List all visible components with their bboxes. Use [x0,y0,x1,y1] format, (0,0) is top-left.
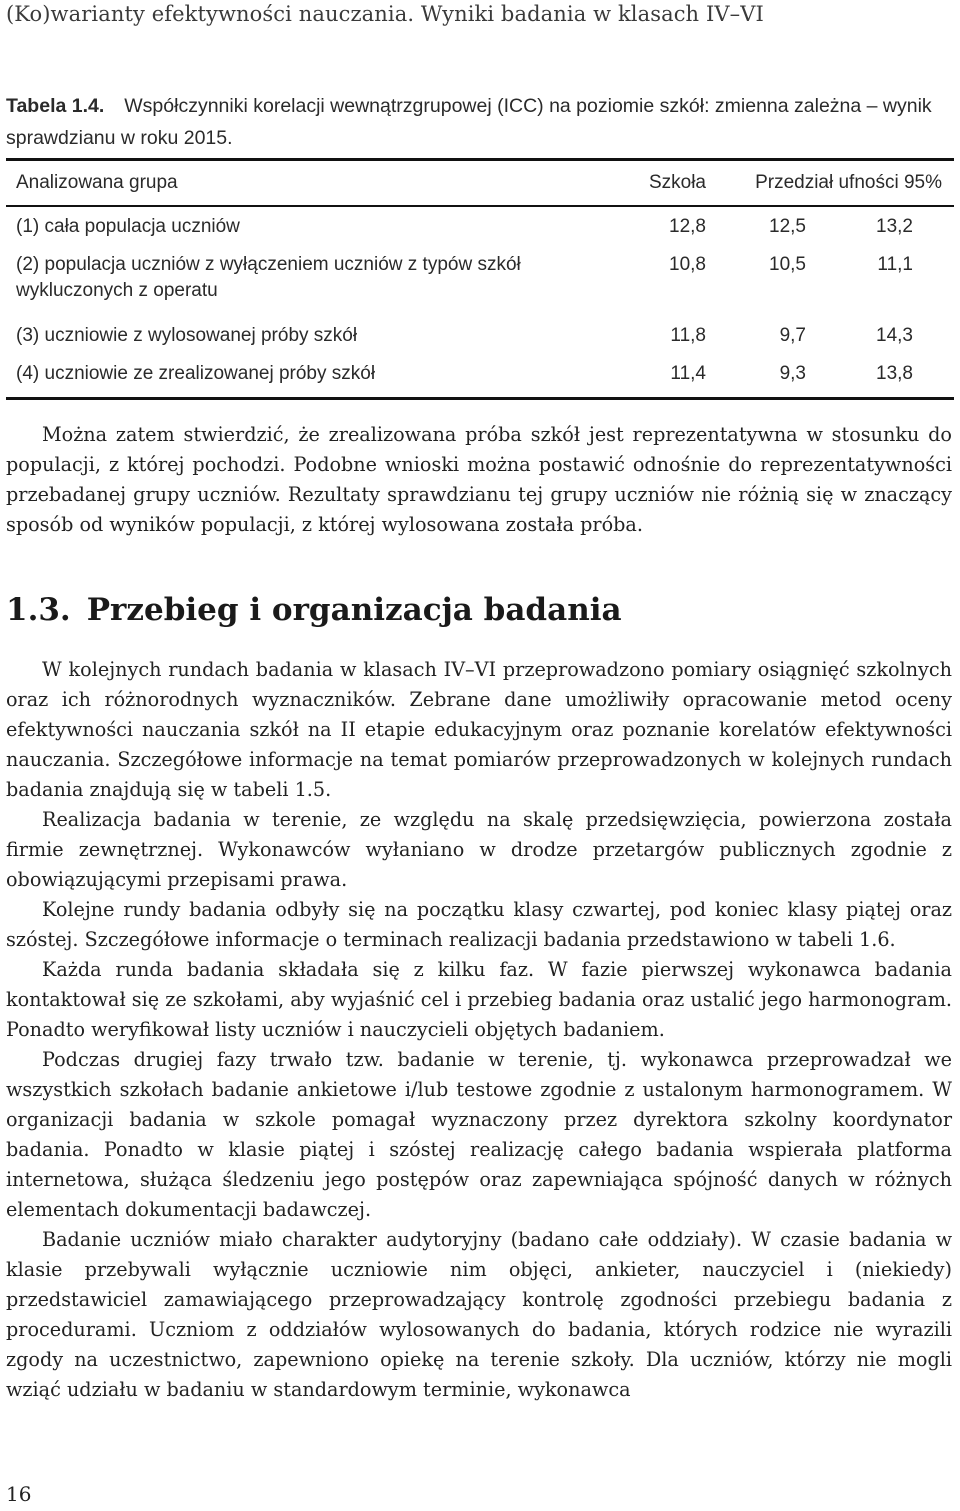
row-school: 12,8 [669,215,706,237]
table-bottom-rule [6,397,954,400]
table-row [6,316,954,354]
row-group: (1) cała populacja uczniów [16,215,240,237]
paragraph-after-table [6,420,952,540]
row-school: 10,8 [669,253,706,275]
icc-table [6,158,954,400]
paragraph: Kolejne rundy badania odbyły się na początku klasy czwartej, pod koniec klasy piątej oraz szóstej. Szczegółowe informacje o terminach realizacji badania przedstawiono w tabeli 1.6. [6,898,952,951]
section-heading [6,592,622,628]
table-caption [6,90,954,154]
table-caption-text: Współczynniki korelacji wewnątrzgrupowej (ICC) na poziomie szkół: zmienna zależna – wynik sprawdzianu w roku 2015. [6,95,932,149]
row-ci-high: 11,1 [877,253,913,275]
table-row [6,354,954,397]
table-row [6,245,954,316]
section-number: 1.3. [6,592,71,628]
section-body [6,655,952,1405]
row-ci-low: 9,3 [779,362,806,384]
row-ci-high: 13,8 [876,362,913,384]
row-ci-low: 10,5 [769,253,806,275]
paragraph: Można zatem stwierdzić, że zrealizowana próba szkół jest reprezentatywna w stosunku do populacji, z której pochodzi. Podobne wnioski można postawić odnośnie do reprezentatywności przebadanej grupy uczniów. Rezultaty sprawdzianu tej grupy uczniów nie różnią się w znaczący sposób od wyników populacji, z której wylosowana została próba. [6,423,952,536]
row-school: 11,4 [670,362,706,384]
table-caption-label: Tabela 1.4. [6,95,105,117]
row-ci-low: 12,5 [769,215,806,237]
page-number: 16 [6,1482,32,1506]
section-title: Przebieg i organizacja badania [86,592,622,628]
row-ci-high: 13,2 [876,215,913,237]
paragraph: Badanie uczniów miało charakter audytoryjny (badano całe oddziały). W czasie badania w klasie przebywali wyłącznie uczniowie nim objęci, ankieter, nauczyciel i (niekiedy) przedstawiciel zamawiającego przeprowadzający kontrolę zgodności przebiegu badania z procedurami. Uczniom z oddziałów wylosowanych do badania, których rodzice nie wyrazili zgody na uczestnictwo, zapewniono opiekę na terenie szkoły. Dla uczniów, którzy nie mogli wziąć udziału w badaniu w standardowym terminie, wykonawca [6,1228,952,1401]
row-ci-high: 14,3 [876,324,913,346]
paragraph: Każda runda badania składała się z kilku faz. W fazie pierwszej wykonawca badania kontaktował się ze szkołami, aby wyjaśnić cel i przebieg badania oraz ustalić jego harmonogram. Ponadto weryfikował listy uczniów i nauczycieli objętych badaniem. [6,958,952,1041]
paragraph: Podczas drugiej fazy trwało tzw. badanie w terenie, tj. wykonawca przeprowadzał we wszystkich szkołach badanie ankietowe i/lub testowe zgodnie z ustalonym harmonogramem. W organizacji badania w szkole pomagał wyznaczony przez dyrektora szkolny koordynator badania. Ponadto w klasie piątej i szóstej realizację całego badania wspierała platforma internetowa, służąca śledzeniu jego postępów oraz zapewniająca spójność danych w różnych elementach dokumentacji badawczej. [6,1048,952,1221]
table-row [6,207,954,245]
header-school: Szkoła [648,172,706,193]
row-group: (3) uczniowie z wylosowanej próby szkół [16,324,358,346]
row-school: 11,8 [670,324,706,346]
header-ci: Przedział ufności 95% [755,172,942,193]
running-head: (Ko)warianty efektywności nauczania. Wyniki badania w klasach IV–VI [6,2,764,26]
row-ci-low: 9,7 [779,324,806,346]
paragraph: Realizacja badania w terenie, ze względu na skalę przedsięwzięcia, powierzona została firmie zewnętrznej. Wykonawców wyłaniano w drodze przetargów publicznych zgodnie z obowiązującymi przepisami prawa. [6,808,952,891]
paragraph: W kolejnych rundach badania w klasach IV–VI przeprowadzono pomiary osiągnięć szkolnych oraz ich różnorodnych wyznaczników. Zebrane dane umożliwiły opracowanie metod oceny efektywności nauczania szkół na II etapie edukacyjnym oraz poznanie korelatów efektywności nauczania. Szczegółowe informacje na temat pomiarów przeprowadzonych w kolejnych rundach badania znajdują się w tabeli 1.5. [6,658,952,801]
row-group: (4) uczniowie ze zrealizowanej próby szkół [16,362,376,384]
table-header-row [6,161,954,205]
header-group: Analizowana grupa [16,172,178,193]
row-group: (2) populacja uczniów z wyłączeniem uczniów z typów szkół wykluczonych z operatu [16,253,521,301]
